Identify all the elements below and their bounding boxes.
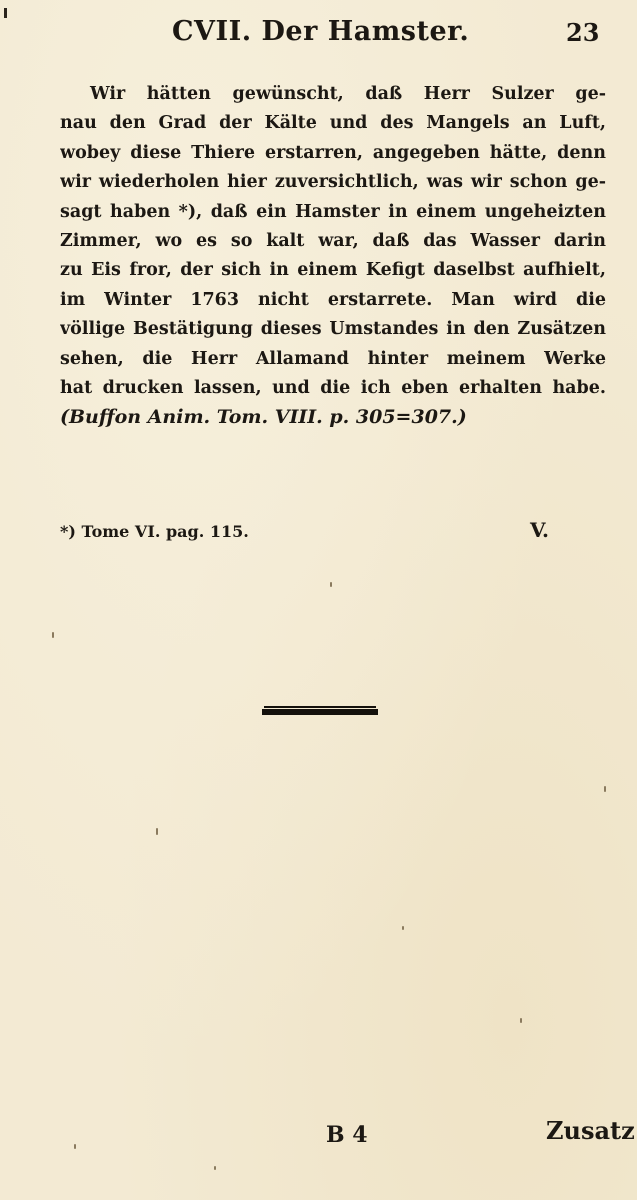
text-line: im Winter 1763 nicht erstarrete. Man wird die <box>60 289 606 310</box>
paper-speck <box>604 786 606 792</box>
paper-speck <box>74 1144 76 1149</box>
main-paragraph <box>60 80 606 433</box>
footnote: *) Tome VI. pag. 115. <box>60 522 249 541</box>
page-number: 23 <box>566 18 600 47</box>
paper-speck <box>52 632 54 638</box>
rule-thin-line <box>264 706 376 708</box>
paper-speck <box>156 828 158 835</box>
signature-mark: B 4 <box>326 1122 368 1148</box>
text-line: nau den Grad der Kälte und des Mangels an Luft, <box>60 113 606 134</box>
section-divider-rule <box>262 706 378 718</box>
citation-line: (Buffon Anim. Tom. VIII. p. 305=307.) <box>60 406 467 429</box>
text-line: sagt haben *), daß ein Hamster in einem ungeheizten <box>60 201 606 222</box>
text-line: hat drucken lassen, und die ich eben erhalten habe. <box>60 377 606 398</box>
text-line: zu Eis fror, der sich in einem Kefigt daselbst aufhielt, <box>60 260 606 281</box>
paper-speck <box>330 582 332 587</box>
rule-thick-line <box>262 709 378 715</box>
text-line: völlige Bestätigung dieses Umstandes in den Zusätzen <box>60 319 606 340</box>
note-sign: V. <box>530 518 549 542</box>
text-line: Zimmer, wo es so kalt war, daß das Wasser darin <box>60 230 606 251</box>
text-line: wobey diese Thiere erstarren, angegeben hätte, denn <box>60 142 606 163</box>
paper-speck <box>214 1166 216 1170</box>
catchword: Zusatz <box>546 1116 635 1145</box>
text-line: wir wiederholen hier zuversichtlich, was wir schon ge- <box>60 172 606 193</box>
text-line: sehen, die Herr Allamand hinter meinem Werke <box>60 348 606 369</box>
paper-speck <box>402 926 404 930</box>
running-header <box>0 12 637 52</box>
paper-speck <box>520 1018 522 1023</box>
text-line: Wir hätten gewünscht, daß Herr Sulzer ge- <box>90 84 606 104</box>
chapter-title: CVII. Der Hamster. <box>172 16 470 47</box>
